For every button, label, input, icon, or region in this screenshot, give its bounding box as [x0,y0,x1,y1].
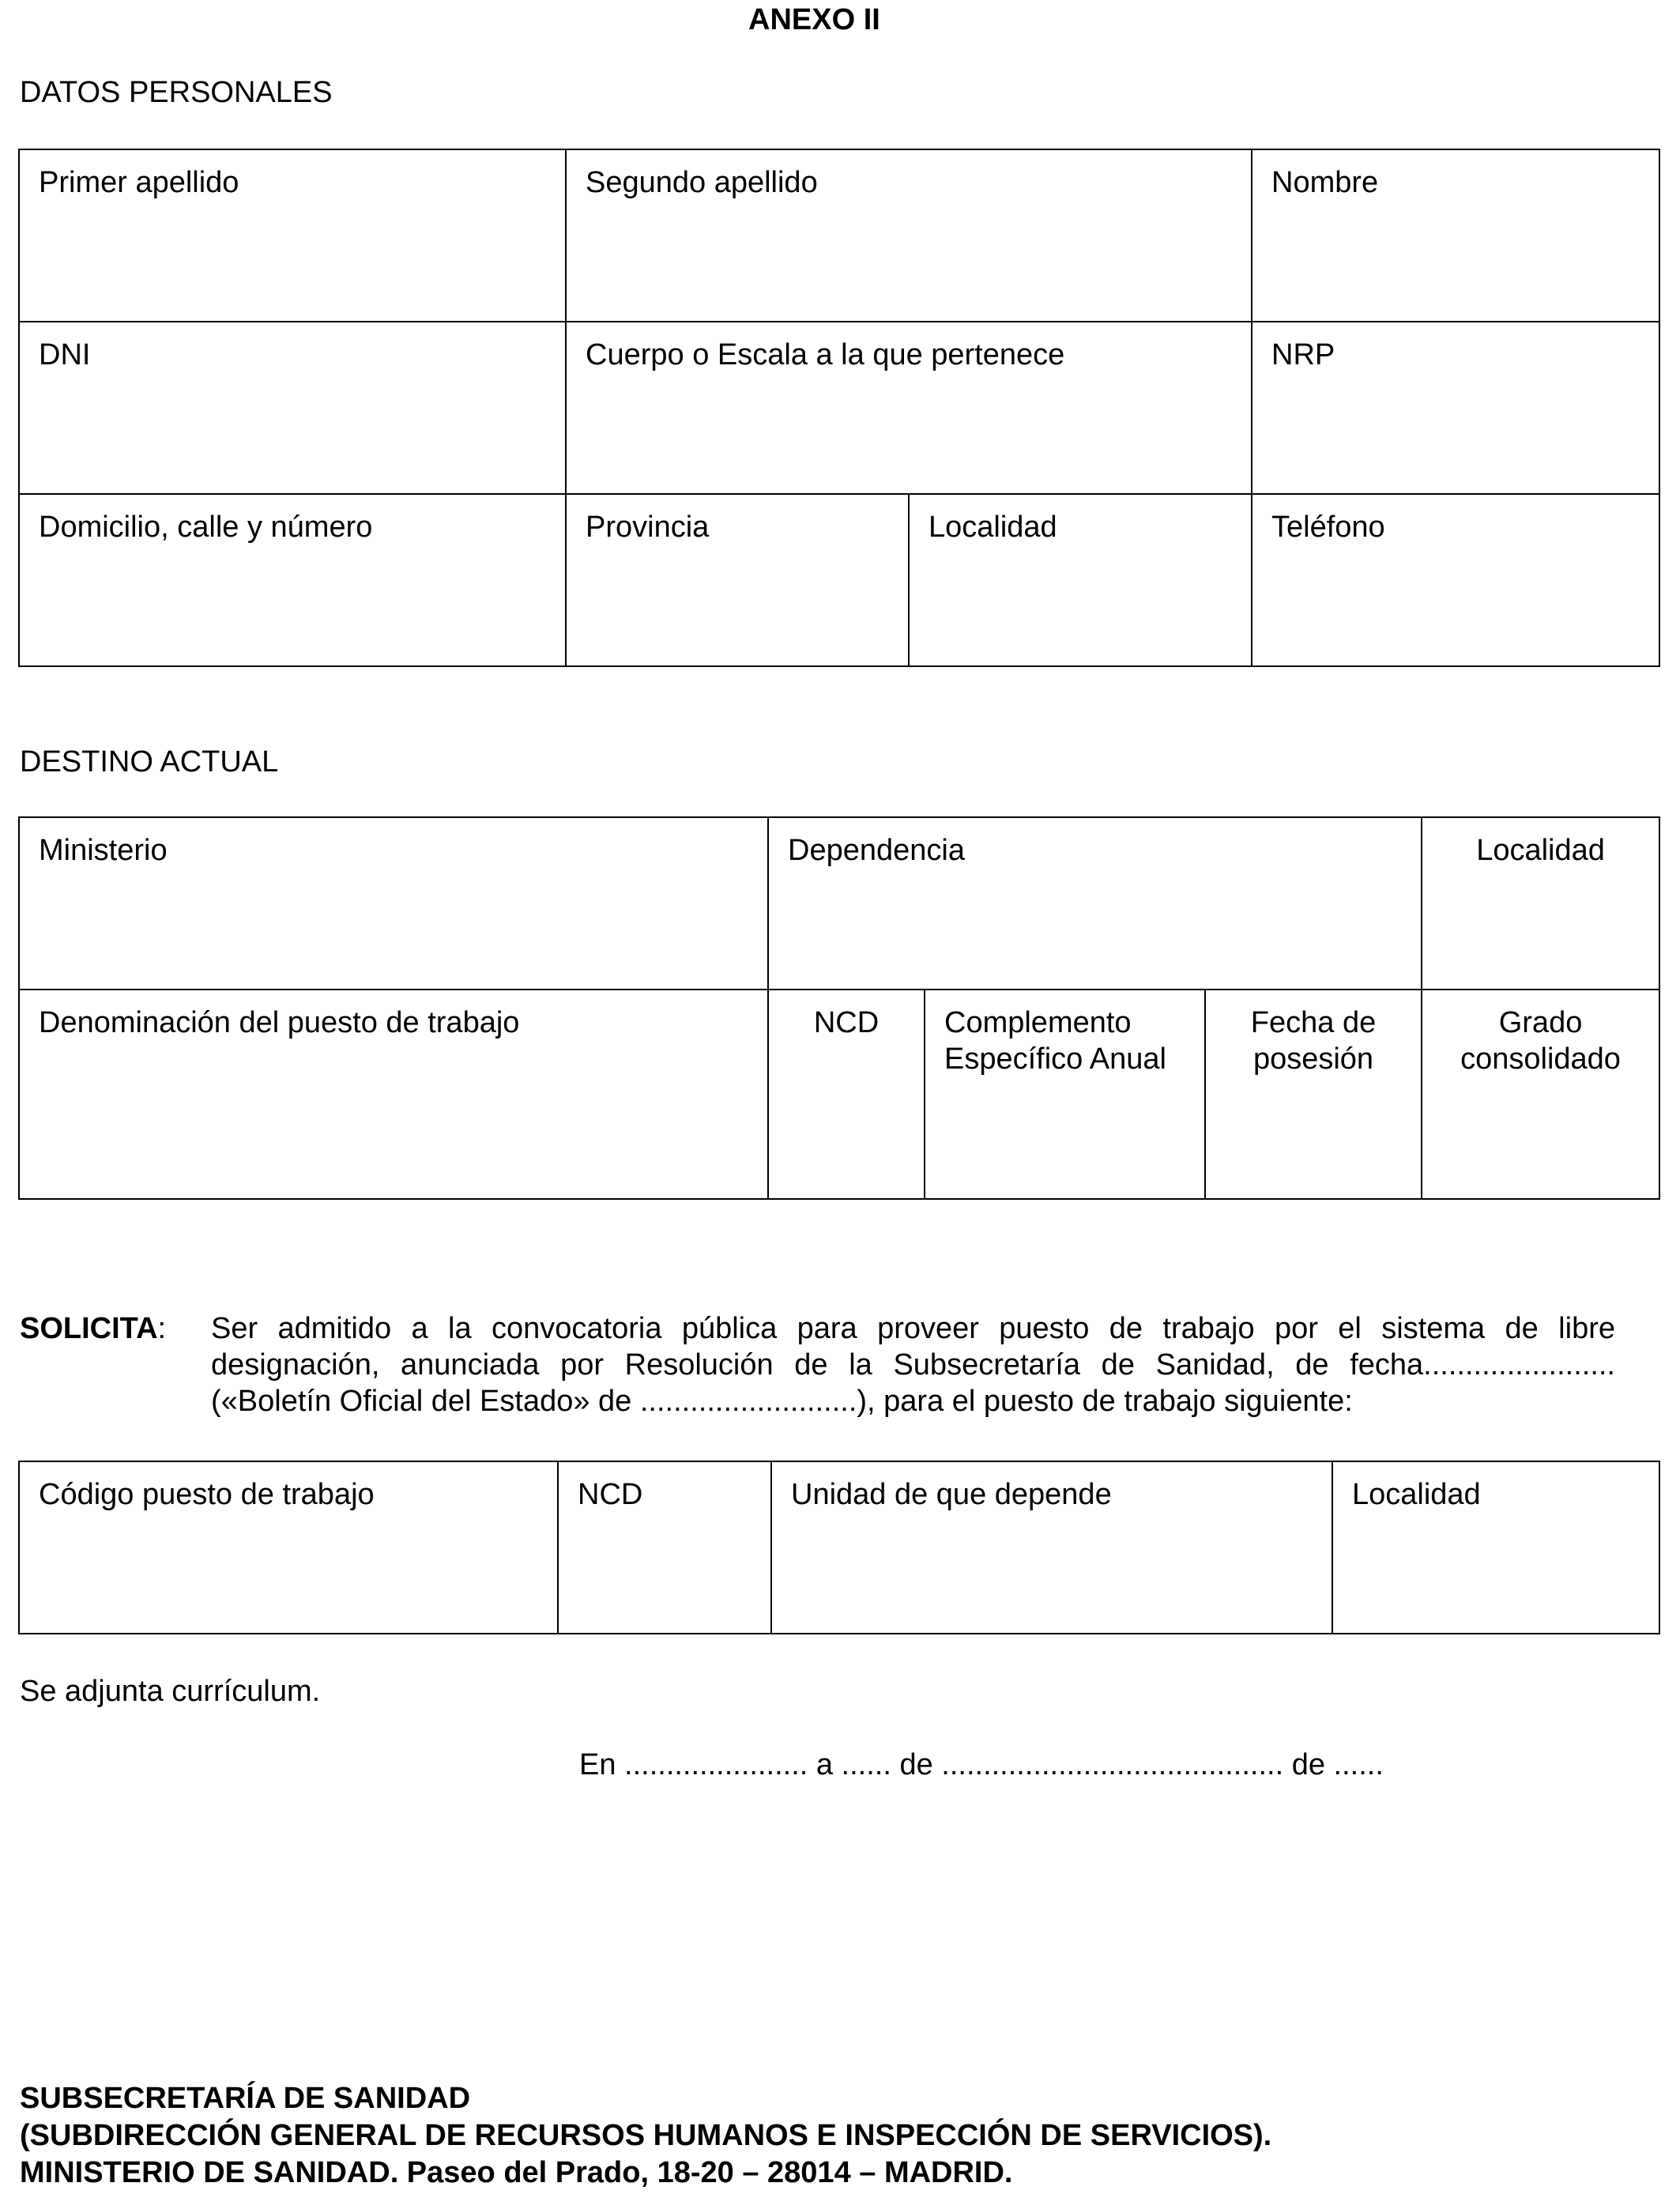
annex-title: ANEXO II [748,3,880,36]
fecha-posesion-label-line2: posesión [1252,1042,1374,1076]
ncd-field[interactable] [768,990,925,1199]
primer-apellido-label: Primer apellido [39,166,239,199]
cuerpo-escala-field[interactable] [566,322,1252,494]
dependencia-field[interactable] [768,817,1422,990]
ncd-solicitado-field[interactable] [558,1461,771,1634]
segundo-apellido-label: Segundo apellido [586,166,818,199]
solicita-line-2: designación, anunciada por Resolución de la Subsecretaría de Sanidad, de fecha....................... [211,1348,1615,1382]
table-row [19,149,1659,322]
complemento-label-line2: Específico Anual [944,1042,1166,1076]
localidad-destino-field[interactable] [1422,817,1659,990]
nrp-field[interactable] [1252,322,1659,494]
unidad-field[interactable] [771,1461,1332,1634]
localidad-solicitado-label: Localidad [1352,1478,1481,1511]
datos-personales-heading: DATOS PERSONALES [20,76,333,109]
denominacion-puesto-label: Denominación del puesto de trabajo [39,1006,520,1039]
grado-consolidado-label-line1: Grado [1498,1006,1583,1039]
solicita-colon: : [157,1312,167,1345]
codigo-puesto-label: Código puesto de trabajo [39,1478,375,1511]
table-row [19,494,1659,666]
dni-label: DNI [39,338,91,371]
grado-consolidado-label-line2: consolidado [1460,1042,1621,1076]
solicita-line-3: («Boletín Oficial del Estado» de ..........................), para el puesto de trabajo siguiente: [211,1385,1353,1418]
localidad-field[interactable] [909,494,1252,666]
provincia-field[interactable] [566,494,909,666]
destino-actual-table [18,816,1660,1200]
nrp-label: NRP [1271,338,1335,371]
puesto-solicitado-table [18,1461,1660,1634]
codigo-puesto-field[interactable] [19,1461,558,1634]
ministerio-label: Ministerio [39,834,168,867]
denominacion-puesto-field[interactable] [19,990,768,1199]
solicita-word: SOLICITA [20,1312,158,1345]
ministerio-field[interactable] [19,817,768,990]
nombre-label: Nombre [1271,166,1379,199]
adjunta-curriculum: Se adjunta currículum. [20,1675,321,1708]
nombre-field[interactable] [1252,149,1659,322]
table-row [19,1461,1659,1634]
datos-personales-table [18,149,1660,667]
ncd-label: NCD [813,1006,880,1039]
fecha-posesion-field[interactable] [1205,990,1422,1199]
localidad-destino-label: Localidad [1476,834,1605,867]
footer-line-2: (SUBDIRECCIÓN GENERAL DE RECURSOS HUMANOS E INSPECCIÓN DE SERVICIOS). [20,2119,1272,2152]
solicita-label [20,1310,166,1347]
provincia-label: Provincia [586,511,710,544]
footer-line-1: SUBSECRETARÍA DE SANIDAD [20,2082,471,2115]
domicilio-field[interactable] [19,494,566,666]
table-row [19,817,1659,990]
localidad-label: Localidad [929,511,1057,544]
primer-apellido-field[interactable] [19,149,566,322]
unidad-label: Unidad de que depende [791,1478,1112,1511]
domicilio-label: Domicilio, calle y número [39,511,373,544]
destino-actual-heading: DESTINO ACTUAL [20,745,279,778]
table-row [19,990,1659,1199]
cuerpo-escala-label: Cuerpo o Escala a la que pertenece [586,338,1065,371]
dependencia-label: Dependencia [788,834,965,867]
lugar-fecha-line: En ...................... a ...... de ......................................... de ...... [579,1748,1384,1781]
telefono-label: Teléfono [1271,511,1385,544]
table-row [19,322,1659,494]
grado-consolidado-field[interactable] [1422,990,1659,1199]
segundo-apellido-field[interactable] [566,149,1252,322]
footer-line-3: MINISTERIO DE SANIDAD. Paseo del Prado, 18-20 – 28014 – MADRID. [20,2156,1013,2189]
fecha-posesion-label-line1: Fecha de [1250,1006,1377,1039]
ncd-solicitado-label: NCD [578,1478,643,1511]
dni-field[interactable] [19,322,566,494]
solicita-text [211,1310,1615,1419]
localidad-solicitado-field[interactable] [1332,1461,1659,1634]
solicita-line-1: Ser admitido a la convocatoria pública para proveer puesto de trabajo por el sistema de libre [211,1312,1615,1345]
complemento-field[interactable] [925,990,1205,1199]
telefono-field[interactable] [1252,494,1659,666]
complemento-label-line1: Complemento [944,1006,1132,1039]
